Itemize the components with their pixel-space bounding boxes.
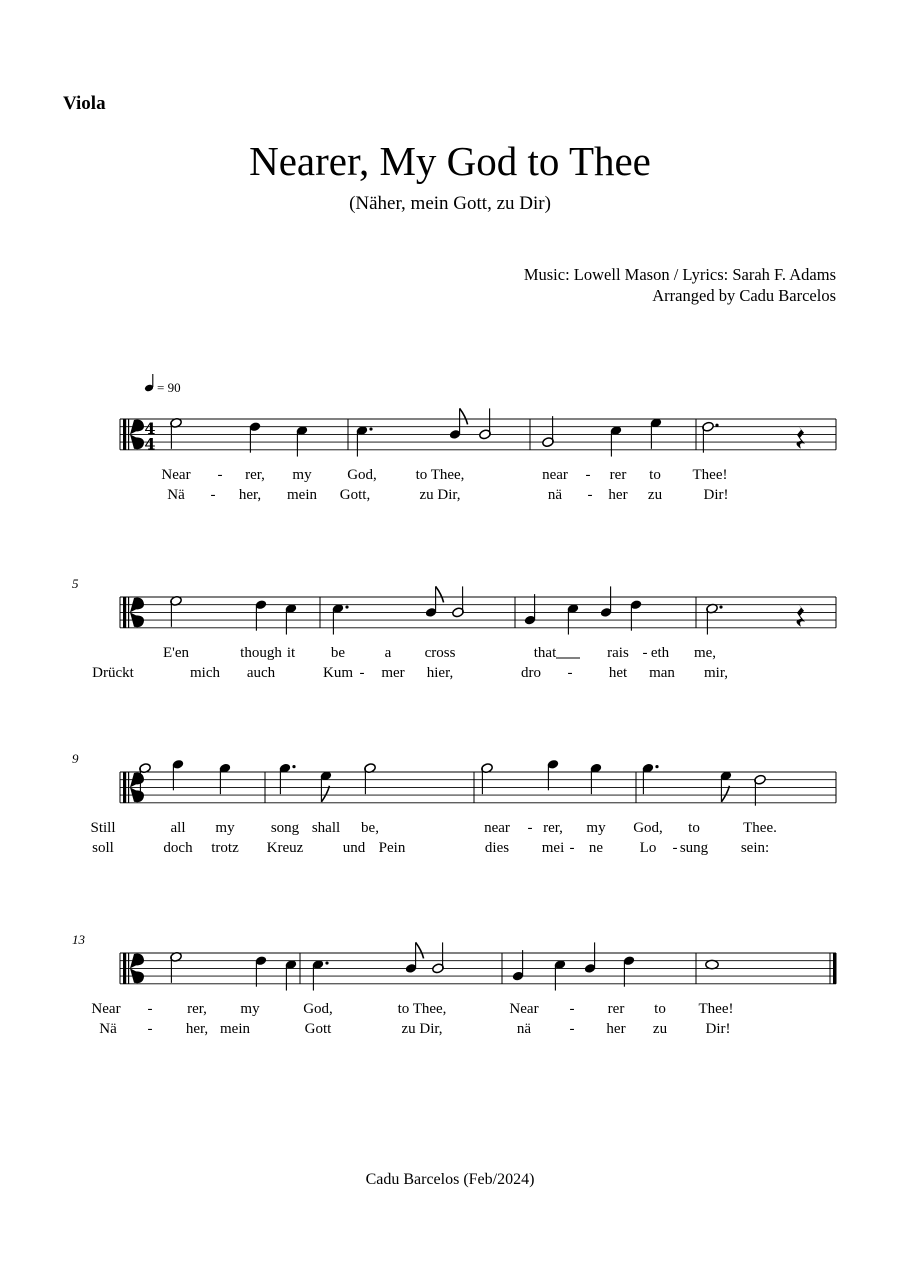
lyric-english: my xyxy=(240,1001,260,1017)
note-dot xyxy=(325,961,328,964)
lyric-english: song xyxy=(270,820,300,836)
lyric-german: auch xyxy=(246,665,276,681)
tempo-value: = 90 xyxy=(157,380,181,395)
lyric-english: Thee! xyxy=(692,467,728,483)
lyric-german: dies xyxy=(484,840,510,856)
lyric-english: to xyxy=(654,1001,666,1017)
clef-upper-curl xyxy=(130,420,144,435)
measure-number: 9 xyxy=(72,751,79,766)
staff-system-4 xyxy=(72,932,837,1037)
lyric-english: God, xyxy=(347,467,377,483)
lyric-english: my xyxy=(586,820,606,836)
clef-lower-curl xyxy=(130,434,144,449)
note-flag xyxy=(416,942,424,958)
lyric-english: all xyxy=(170,820,186,836)
lyric-german: het xyxy=(608,665,628,681)
lyric-german: - xyxy=(210,487,216,503)
staff-system-2 xyxy=(72,576,836,681)
lyric-english: Still xyxy=(90,820,116,836)
lyric-german: mich xyxy=(190,665,220,681)
lyric-german: Nä xyxy=(167,487,185,503)
measure-number: 5 xyxy=(72,576,79,591)
lyric-german: zu Dir, xyxy=(419,487,461,503)
lyric-english: my xyxy=(215,820,235,836)
lyric-english: rais xyxy=(607,645,629,661)
note-flag xyxy=(460,408,468,424)
lyric-english: Thee! xyxy=(698,1001,734,1017)
lyric-english: - xyxy=(642,645,648,661)
clef-thin-bar xyxy=(128,419,129,450)
lyric-english: rer, xyxy=(187,1001,207,1017)
lyric-german: zu Dir, xyxy=(401,1021,443,1037)
note-flag xyxy=(721,786,729,802)
tempo-marking xyxy=(144,374,181,395)
clef-thick-bar xyxy=(123,597,126,628)
note-dot xyxy=(655,765,658,768)
lyric-german: - xyxy=(672,840,678,856)
time-signature-bottom: 4 xyxy=(144,434,156,454)
lyric-english: to Thee, xyxy=(415,467,465,483)
lyric-german: und xyxy=(342,840,366,856)
lyric-german: Drückt xyxy=(92,665,134,681)
lyric-english: Near xyxy=(91,1001,121,1017)
lyric-english: near xyxy=(542,467,568,483)
footer-credit: Cadu Barcelos (Feb/2024) xyxy=(365,1171,535,1188)
lyric-german: - xyxy=(567,665,573,681)
clef-lower-curl xyxy=(130,787,144,802)
lyric-english: to xyxy=(688,820,700,836)
lyric-german: - xyxy=(569,840,575,856)
lyric-english: God, xyxy=(303,1001,333,1017)
quarter-rest xyxy=(797,427,806,449)
lyric-german: Nä xyxy=(99,1021,117,1037)
note-dot xyxy=(345,605,348,608)
note-dot xyxy=(715,424,718,427)
lyric-german: Lo xyxy=(639,840,657,856)
lyric-german: Pein xyxy=(378,840,406,856)
lyric-german: mein xyxy=(220,1021,250,1037)
lyric-german: Kum xyxy=(323,665,353,681)
composer-lyricist-credit: Music: Lowell Mason / Lyrics: Sarah F. Adams xyxy=(523,265,836,284)
quarter-rest xyxy=(797,605,806,627)
staff-system-1 xyxy=(120,408,836,503)
lyric-english: - xyxy=(147,1001,153,1017)
lyric-english: shall xyxy=(311,820,341,836)
clef-thick-bar xyxy=(123,772,126,803)
lyric-english: it xyxy=(286,645,296,661)
lyric-german: ne xyxy=(588,840,604,856)
lyric-german: mer xyxy=(381,665,405,681)
note-dot xyxy=(369,427,372,430)
lyric-english: that xyxy=(533,645,557,661)
lyric-german: nä xyxy=(516,1021,532,1037)
lyric-english: be, xyxy=(361,820,379,836)
lyric-english: to xyxy=(649,467,661,483)
lyric-english: Near xyxy=(161,467,191,483)
lyric-german: mein xyxy=(287,487,317,503)
lyric-german: trotz xyxy=(211,840,239,856)
measure-number: 13 xyxy=(72,932,85,947)
clef-upper-curl xyxy=(130,598,144,613)
lyric-english: E'en xyxy=(162,645,190,661)
lyric-german: Dir! xyxy=(703,487,729,503)
note-dot xyxy=(719,605,722,608)
clef-thin-bar xyxy=(128,953,129,984)
lyric-english: - xyxy=(569,1001,575,1017)
lyric-english: a xyxy=(384,645,392,661)
lyric-german: man xyxy=(649,665,675,681)
time-signature-top: 4 xyxy=(144,418,156,438)
lyric-german: zu xyxy=(647,487,663,503)
clef-lower-curl xyxy=(130,612,144,627)
lyric-english: rer xyxy=(609,467,627,483)
lyric-english: eth xyxy=(650,645,670,661)
lyric-english: cross xyxy=(424,645,456,661)
page-subtitle: (Näher, mein Gott, zu Dir) xyxy=(349,193,551,214)
lyric-german: nä xyxy=(547,487,563,503)
lyric-german: her, xyxy=(185,1021,209,1037)
lyric-german: her xyxy=(608,487,628,503)
lyric-german: sung xyxy=(679,840,709,856)
instrument-label: Viola xyxy=(63,93,106,114)
lyric-english: rer, xyxy=(245,467,265,483)
lyric-german: Gott xyxy=(304,1021,332,1037)
clef-lower-curl xyxy=(130,968,144,983)
clef-thick-bar xyxy=(123,953,126,984)
lyric-english: near xyxy=(484,820,510,836)
lyric-english: Thee. xyxy=(743,820,777,836)
lyric-german: sein: xyxy=(740,840,770,856)
lyric-german: hier, xyxy=(426,665,454,681)
final-barline-thick xyxy=(833,953,837,984)
lyric-english: my xyxy=(292,467,312,483)
clef-thin-bar xyxy=(128,772,129,803)
arranger-credit: Arranged by Cadu Barcelos xyxy=(652,286,836,305)
lyric-english: to Thee, xyxy=(397,1001,447,1017)
clef-thick-bar xyxy=(123,419,126,450)
lyric-german: Dir! xyxy=(705,1021,731,1037)
lyric-english: - xyxy=(527,820,533,836)
note-flag xyxy=(321,786,329,802)
lyric-german: doch xyxy=(163,840,193,856)
lyric-english: me, xyxy=(693,645,717,661)
lyric-german: - xyxy=(147,1021,153,1037)
note-flag xyxy=(436,586,444,602)
clef-upper-curl xyxy=(130,773,144,788)
lyric-german: mir, xyxy=(704,665,728,681)
lyric-german: Gott, xyxy=(339,487,371,503)
lyric-german: zu xyxy=(652,1021,668,1037)
lyric-english: rer, xyxy=(543,820,563,836)
lyric-german: dro xyxy=(521,665,541,681)
lyric-german: - xyxy=(587,487,593,503)
lyric-german: her xyxy=(606,1021,626,1037)
lyric-german: - xyxy=(569,1021,575,1037)
staff-system-3 xyxy=(72,751,836,856)
note-dot xyxy=(292,765,295,768)
lyric-english: - xyxy=(585,467,591,483)
lyric-german: soll xyxy=(92,840,114,856)
lyric-german: mei xyxy=(541,840,565,856)
lyric-english: rer xyxy=(607,1001,625,1017)
lyric-german: - xyxy=(359,665,365,681)
clef-upper-curl xyxy=(130,954,144,969)
lyric-german: Kreuz xyxy=(266,840,304,856)
lyric-english: though xyxy=(240,645,282,661)
lyric-english: God, xyxy=(633,820,663,836)
clef-thin-bar xyxy=(128,597,129,628)
page-title: Nearer, My God to Thee xyxy=(249,138,651,184)
lyric-english: Near xyxy=(509,1001,539,1017)
lyric-german: her, xyxy=(238,487,262,503)
lyric-english: - xyxy=(217,467,223,483)
lyric-english: be xyxy=(330,645,346,661)
note-head xyxy=(706,960,718,968)
